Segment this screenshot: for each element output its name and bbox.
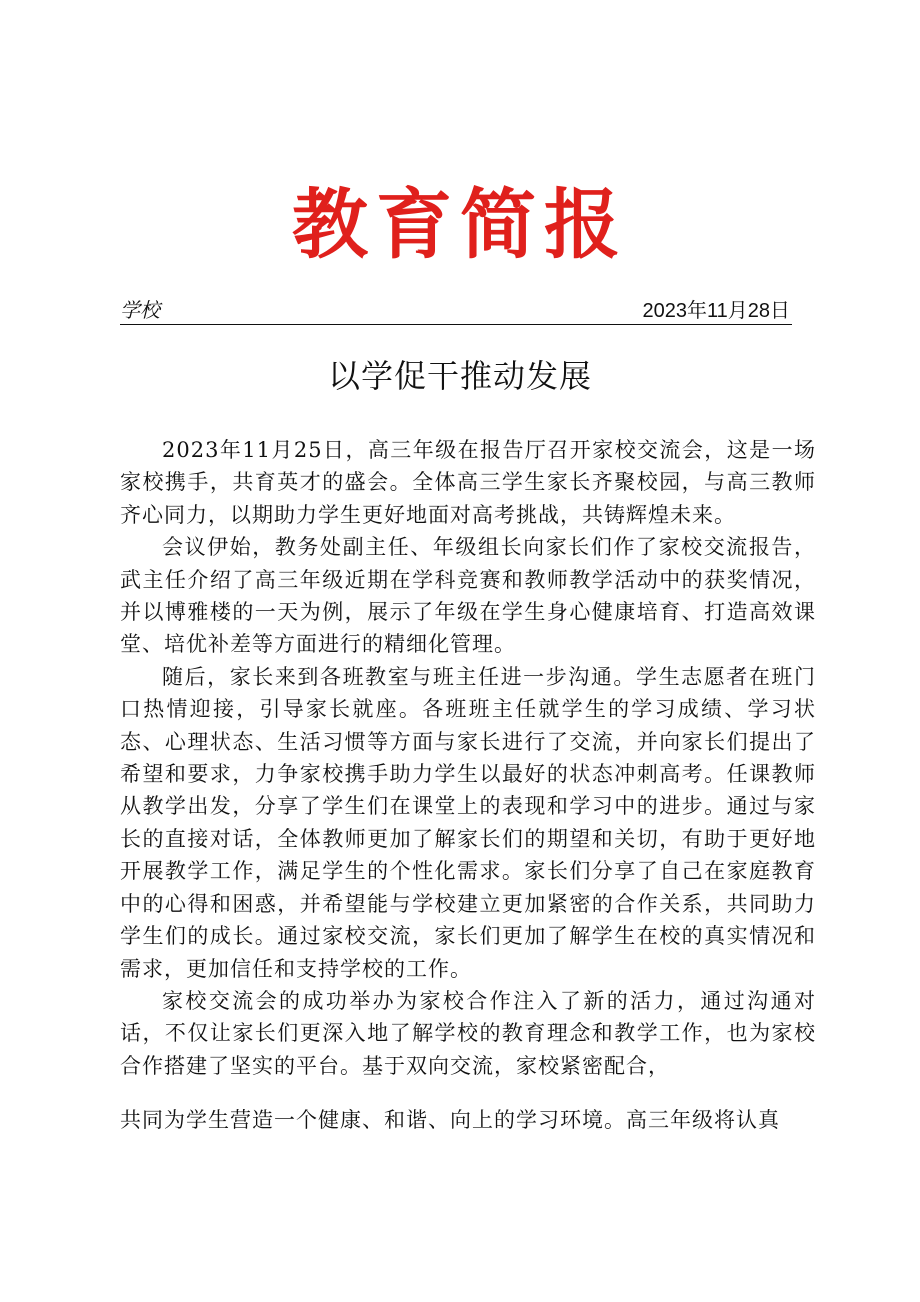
paragraph-4: 家校交流会的成功举办为家校合作注入了新的活力，通过沟通对话，不仅让家长们更深入地了解学校的教育理念和教学工作，也为家校合作搭建了坚实的平台。基于双向交流，家校紧密配合，	[120, 988, 816, 1078]
paragraph-3: 随后，家长来到各班教室与班主任进一步沟通。学生志愿者在班门口热情迎接，引导家长就座。各班班主任就学生的学习成绩、学习状态、心理状态、生活习惯等方面与家长进行了交流，并向家长们提出了希望和要求，力争家校携手助力学生以最好的状态冲刺高考。任课教师从教学出发，分享了学生们在课堂上的表现和学习中的进步。通过与家长的直接对话，全体教师更加了解家长们的期望和关切，有助于更好地开展教学工作，满足学生的个性化需求。家长们分享了自己在家庭教育中的心得和困惑，并希望能与学校建立更加紧密的合作关系，共同助力学生们的成长。通过家校交流，家长们更加了解学生在校的真实情况和需求，更加信任和支持学校的工作。	[120, 664, 816, 981]
paragraph-2: 会议伊始，教务处副主任、年级组长向家长们作了家校交流报告，武主任介绍了高三年级近期在学科竞赛和教师教学活动中的获奖情况，并以博雅楼的一天为例，展示了年级在学生身心健康培育、打造高效课堂、培优补差等方面进行的精细化管理。	[120, 535, 816, 657]
info-row	[120, 298, 792, 325]
article-headline: 以学促干推动发展	[327, 357, 592, 395]
paragraph-1: 2023年11月25日，高三年级在报告厅召开家校交流会，这是一场家校携手，共育英才的盛会。全体高三学生家长齐聚校园，与高三教师齐心同力，以期助力学生更好地面对高考挑战，共铸辉煌未来。	[120, 438, 816, 527]
continuation-line: 共同为学生营造一个健康、和谐、向上的学习环境。高三年级将认真	[120, 1108, 780, 1132]
article-body	[120, 434, 816, 1082]
issue-date: 2023年11月28日	[642, 300, 790, 322]
newsletter-title: 教育简报	[292, 180, 628, 269]
school-label: 学校	[120, 300, 160, 322]
